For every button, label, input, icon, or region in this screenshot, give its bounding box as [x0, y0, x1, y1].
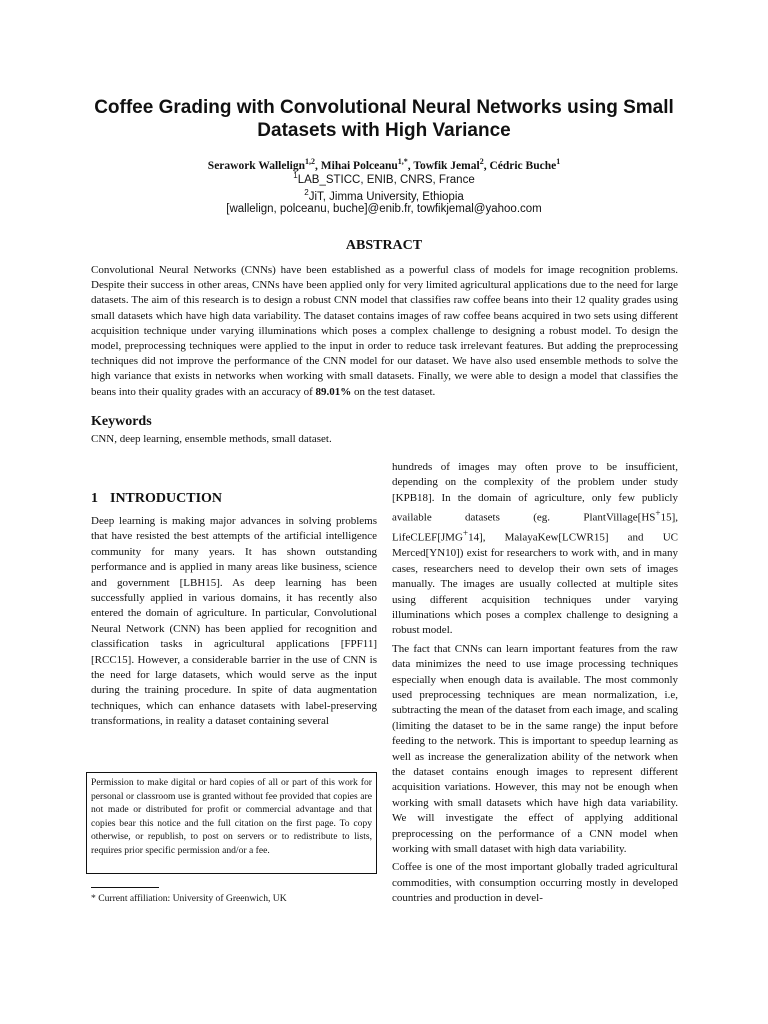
intro-right-column: [392, 460, 678, 910]
keywords-text: CNN, deep learning, ensemble methods, small dataset.: [91, 433, 332, 445]
section-heading: [91, 490, 222, 508]
affil-mark: 2: [304, 188, 309, 197]
author-name: Towfik Jemal: [413, 159, 480, 172]
affiliation-1: [60, 169, 708, 187]
keywords-heading: Keywords: [91, 414, 152, 429]
author-name: Mihai Polceanu: [320, 159, 398, 172]
affiliation-text: JiT, Jimma University, Ethiopia: [308, 190, 464, 203]
abstract-body: [91, 263, 678, 400]
citation-sup: +: [462, 528, 469, 539]
abstract-text-end: on the test dataset.: [351, 385, 436, 398]
accuracy-value: 89.01%: [315, 385, 352, 398]
author-name: Serawork Wallelign: [207, 159, 306, 172]
abstract-heading: ABSTRACT: [345, 238, 423, 253]
section-title: INTRODUCTION: [110, 491, 223, 506]
paragraph-text: hundreds of images may often prove to be insufficient, depending on the complexity of the problem under study [KPB18]. In the domain of agriculture, only few publicly available datasets (eg. PlantVillage[HS: [392, 461, 678, 524]
footnote: * Current affiliation: University of Greenwich, UK: [91, 893, 287, 904]
section-number: 1: [91, 491, 98, 506]
paragraph: The fact that CNNs can learn important features from the raw data minimizes the need to use image processing techniques especially when enough data is available. The most commonly used preprocessing techniques are mean normalization, i.e, subtracting the mean of the dataset from each image, and scaling (limiting the dataset to be in the same range) the input before feeding to the network. This is important to speedup learning as well as increase the generalization ability of the network when the dataset contains enough images to represent different acquisition variations. However, this may not be enough when working with small datasets which have high data variability. We will investigate the effect of applying additional preprocessing on the performance of a CNN model when working with small dataset with high data variability.: [392, 642, 678, 856]
author-list: Serawork Wallelign$^{1,2}$, Mihai Polceanu$^{1,*}$, Towfik Jemal$^2$, Cédric Buche$^1$: [207, 157, 561, 172]
author-emails: [wallelign, polceanu, buche]@enib.fr, towfikjemal@yahoo.com: [226, 203, 542, 215]
affiliation-text: LAB_STICC, ENIB, CNRS, France: [297, 173, 475, 186]
author-name: Cédric Buche: [489, 159, 557, 172]
abstract-text: Convolutional Neural Networks (CNNs) have been established as a powerful class of models for image recognition problems. Despite their success in other areas, CNNs have been applied only for very limited agricultural applications due to the need for large datasets. The aim of this research is to design a robust CNN model that classifies raw coffee beans into their 12 quality grades using small datasets which have high data variability. The dataset contains images of raw coffee beans acquired in two sets using different acquisition technique under varying illuminations which poses a complex challenge to designing a robust model. To design the model, preprocessing techniques were applied to the input in order to reduce task irrelevant features. But adding the preprocessing techniques did not improve the performance of the CNN model for our dataset. We have also used ensemble methods to solve the high variance that exists in networks when working with small datasets. Finally, we were able to design a model that classifies the beans into their quality grades with an accuracy of: [91, 264, 678, 398]
intro-left-column: Deep learning is making major advances in solving problems that have resisted the best attempts of the artificial intelligence community for many years. It has shown outstanding performance and is applied in many areas like business, science and government [LBH15]. As deep learning has been successfully applied in various domains, it has recently also entered the domain of agriculture. In particular, Convolutional Neural Network (CNN) has been applied for recognition and classification tasks in agricultural applications [FPF11] [RCC15]. However, a considerable barrier in the use of CNN is the need for large datasets, which would serve as the input during the training procedure. In spite of data augmentation techniques, which can enhance datasets with label-preserving transformations, in reality a dataset containing several: [91, 515, 377, 728]
paper-title: Coffee Grading with Convolutional Neural Networks using Small Datasets with High Variance: [94, 97, 674, 141]
citation-sup: +: [655, 508, 661, 519]
paragraph-text: 15], LifeCLEF[JMG: [392, 511, 678, 544]
paragraph-text: 14], MalayaKew[LCWR15] and UC Merced[YN10]) exist for researchers to work with, and in many cases, researchers need to develop their own sets of images manually. The images are usually collected at multiple sites using different acquisition techniques under varying illuminations which poses a complex challenge to designing a robust model.: [392, 531, 678, 637]
paragraph: Coffee is one of the most important globally traded agricultural commodities, with consumption occurring mostly in developed countries and production in devel-: [392, 861, 678, 905]
author-affil-mark: 1: [556, 157, 561, 166]
author-affil-mark: 2: [479, 157, 484, 166]
author-affil-mark: 1,2: [305, 157, 316, 166]
author-affil-mark: 1,*: [397, 157, 408, 166]
affil-mark: 1: [293, 171, 298, 180]
paragraph: [392, 460, 678, 639]
permission-notice: Permission to make digital or hard copies of all or part of this work for personal or classroom use is granted without fee provided that copies are not made or distributed for profit or commercial advantage and that copies bear this notice and the full citation on the first page. To copy otherwise, or republish, to post on servers or to redistribute to lists, requires prior specific permission and/or a fee.: [86, 772, 377, 874]
footnote-rule: [91, 887, 159, 888]
